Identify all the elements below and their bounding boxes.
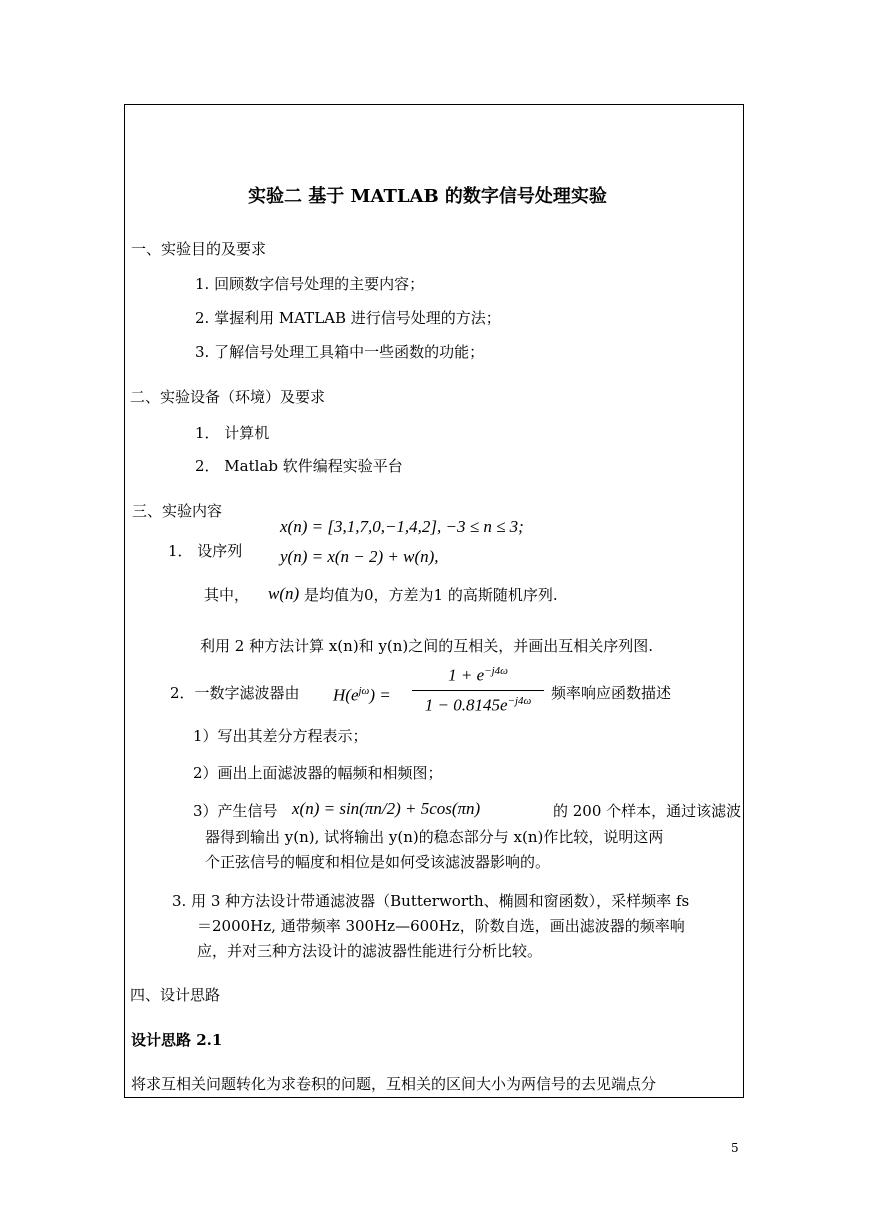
section3-heading: 三、实验内容 (132, 502, 223, 520)
task3-line2: ＝2000Hz, 通带频率 300Hz—600Hz，阶数自选，画出滤波器的频率响 (197, 917, 685, 935)
where-variable: w(n) (268, 584, 300, 603)
transfer-function-denominator: $1 - 0.8145e^{-j4\omega}$ (424, 695, 532, 715)
task1-method: 利用 2 种方法计算 x(n)和 y(n)之间的互相关，并画出互相关序列图. (200, 637, 654, 655)
section2-heading: 二、实验设备（环境）及要求 (130, 388, 326, 406)
task2-sub3-suffix: 的 200 个样本，通过该滤波 (553, 802, 742, 820)
section1-item-1: 1. 回顾数字信号处理的主要内容； (195, 275, 425, 293)
section4-heading: 四、设计思路 (130, 986, 221, 1004)
section2-item-1: 1． 计算机 (195, 424, 270, 442)
task2-sub2: 2）画出上面滤波器的幅频和相频图； (193, 764, 443, 782)
section1-item-2: 2. 掌握利用 MATLAB 进行信号处理的方法； (195, 309, 501, 327)
section4-subheading: 设计思路 2.1 (131, 1031, 223, 1049)
task2-suffix: 频率响应函数描述 (551, 684, 672, 702)
sequence-y-equation: y(n) = x(n − 2) + w(n), (280, 547, 439, 566)
task2-sub3-line2: 器得到输出 y(n), 试将输出 y(n)的稳态部分与 x(n)作比较，说明这两 (205, 828, 664, 846)
section1-heading: 一、实验目的及要求 (131, 240, 267, 258)
task2-sub3-prefix: 3）产生信号 (193, 802, 278, 820)
transfer-function-numerator: $1 + e^{-j4\omega}$ (448, 665, 508, 685)
page-number: 5 (731, 1141, 739, 1155)
task3-line3: 应，并对三种方法设计的滤波器性能进行分析比较。 (197, 942, 543, 960)
task2-label: 2．一数字滤波器由 (170, 684, 300, 702)
task1-label: 1． 设序列 (168, 542, 243, 560)
transfer-function-lhs: $H(e^{j\omega})$ = (333, 685, 391, 705)
section2-item-2: 2． Matlab 软件编程实验平台 (195, 457, 403, 475)
task3-line1: 3. 用 3 种方法设计带通滤波器（Butterworth、椭圆和窗函数），采样频率 fs (172, 892, 690, 910)
signal-equation: x(n) = sin(πn/2) + 5cos(πn) (292, 799, 481, 818)
where-prefix: 其中， (204, 586, 250, 604)
fraction-bar (412, 690, 544, 691)
where-text: 是均值为0，方差为1 的高斯随机序列. (304, 586, 558, 604)
section4-text: 将求互相关问题转化为求卷积的问题，互相关的区间大小为两信号的去见端点分 (131, 1075, 657, 1093)
task2-sub3-line3: 个正弦信号的幅度和相位是如何受该滤波器影响的。 (205, 853, 551, 871)
section1-item-3: 3. 了解信号处理工具箱中一些函数的功能； (195, 343, 485, 361)
page-title: 实验二 基于 MATLAB 的数字信号处理实验 (248, 186, 607, 207)
task2-sub1: 1）写出其差分方程表示； (193, 727, 368, 745)
sequence-x-equation: x(n) = [3,1,7,0,−1,4,2], −3 ≤ n ≤ 3; (280, 517, 524, 536)
